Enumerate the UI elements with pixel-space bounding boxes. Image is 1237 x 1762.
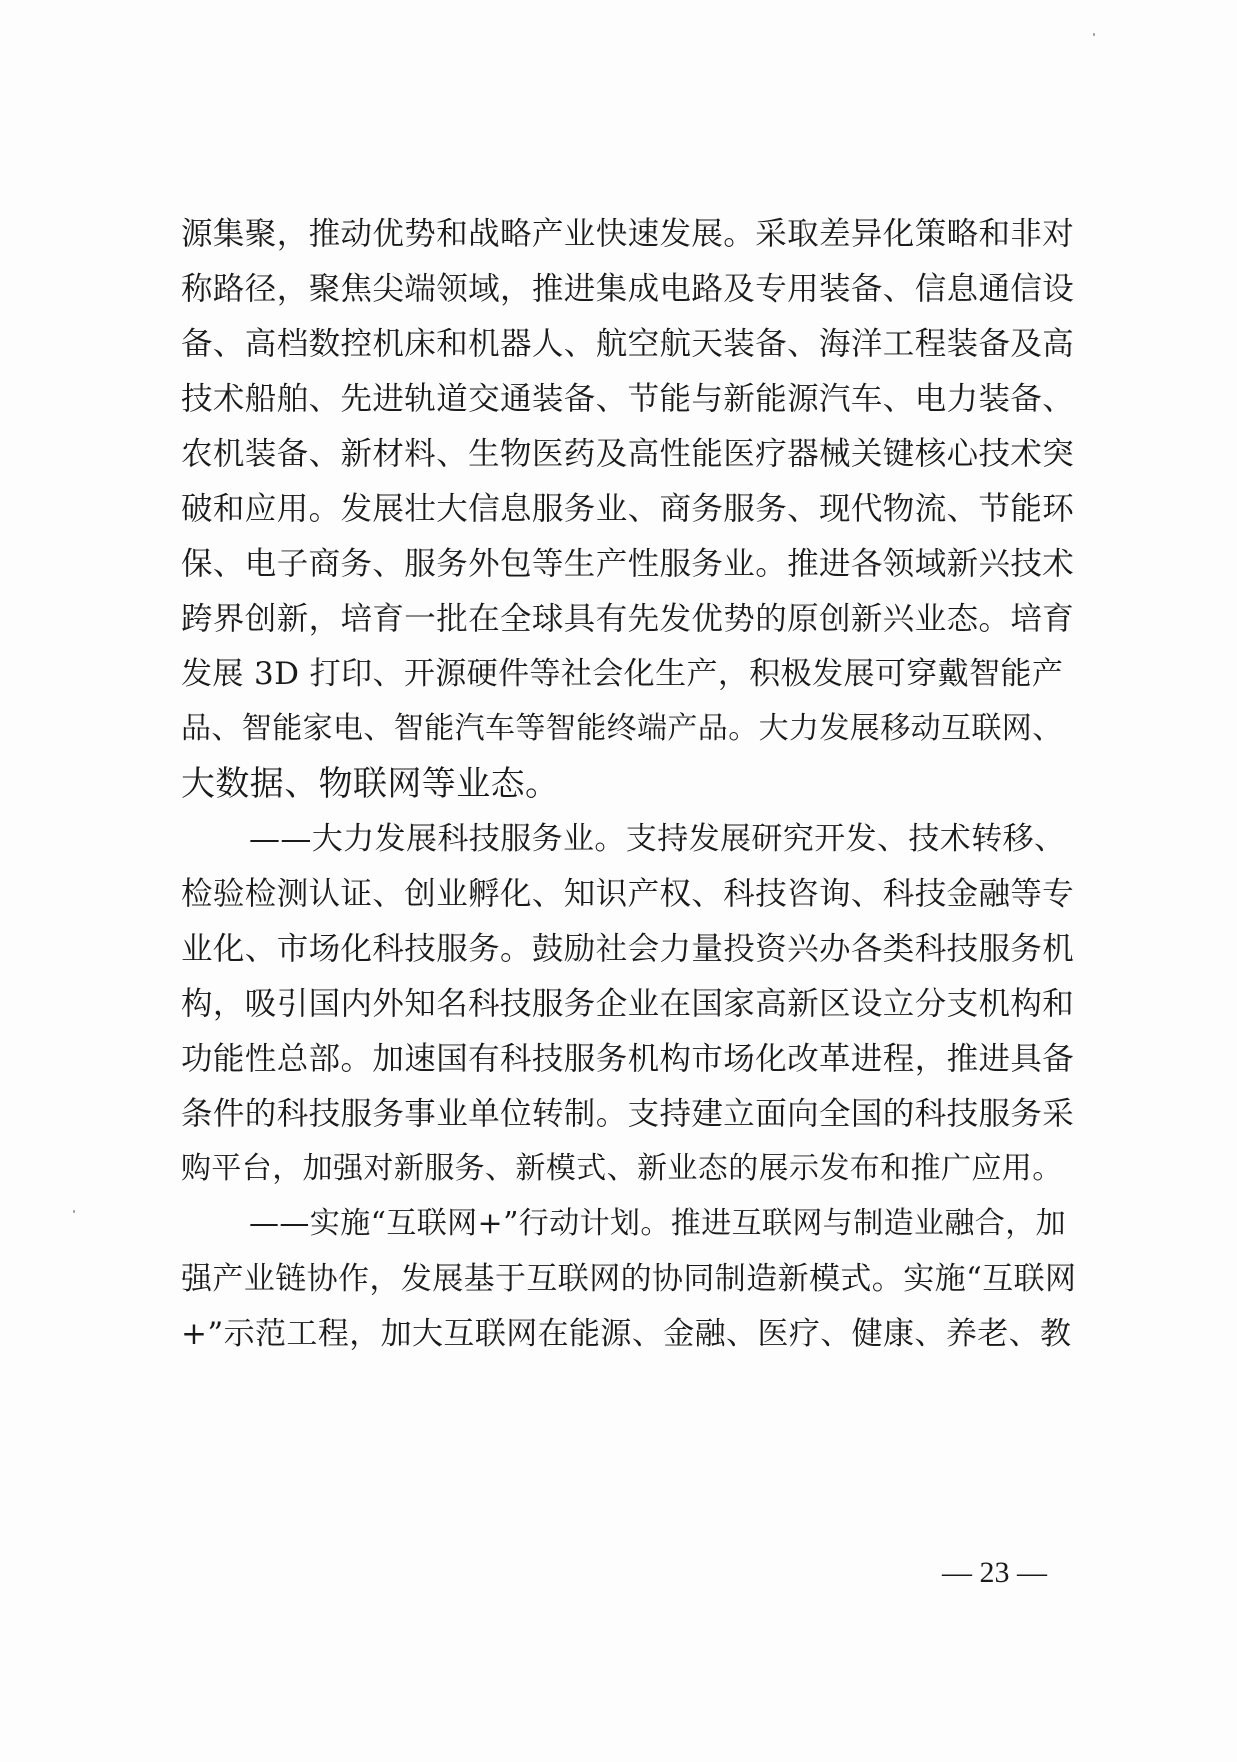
text-line: 备、高档数控机床和机器人、航空航天装备、海洋工程装备及高 [181, 326, 1075, 362]
text-line: +”示范工程，加大互联网在能源、金融、医疗、健康、养老、教 [181, 1316, 1072, 1352]
text-line: 大数据、物联网等业态。 [181, 764, 560, 804]
text-line: 发展 3D 打印、开源硬件等社会化生产，积极发展可穿戴智能产 [181, 656, 1064, 692]
text-line: 条件的科技服务事业单位转制。支持建立面向全国的科技服务采 [181, 1096, 1075, 1132]
text-line: 农机装备、新材料、生物医药及高性能医疗器械关键核心技术突 [181, 436, 1075, 472]
text-line: 品、智能家电、智能汽车等智能终端产品。大力发展移动互联网、 [181, 711, 1063, 746]
text-line: 破和应用。发展壮大信息服务业、商务服务、现代物流、节能环 [181, 491, 1075, 527]
scan-speck [1093, 33, 1095, 36]
text-line: 检验检测认证、创业孵化、知识产权、科技咨询、科技金融等专 [181, 876, 1075, 912]
text-line: 业化、市场化科技服务。鼓励社会力量投资兴办各类科技服务机 [181, 931, 1075, 967]
text-line: 购平台，加强对新服务、新模式、新业态的展示发布和推广应用。 [181, 1151, 1063, 1186]
text-line: 源集聚，推动优势和战略产业快速发展。采取差异化策略和非对 [181, 216, 1075, 252]
text-line: 称路径，聚焦尖端领域，推进集成电路及专用装备、信息通信设 [181, 271, 1075, 307]
text-line: ——实施“互联网+”行动计划。推进互联网与制造业融合，加 [249, 1206, 1067, 1241]
text-line: 构，吸引国内外知名科技服务企业在国家高新区设立分支机构和 [181, 986, 1075, 1022]
scan-speck [73, 1210, 75, 1213]
text-line: 技术船舶、先进轨道交通装备、节能与新能源汽车、电力装备、 [181, 381, 1075, 417]
text-line: 跨界创新，培育一批在全球具有先发优势的原创新兴业态。培育 [181, 601, 1075, 637]
text-line: 功能性总部。加速国有科技服务机构市场化改革进程，推进具备 [181, 1041, 1075, 1077]
text-line: ——大力发展科技服务业。支持发展研究开发、技术转移、 [249, 821, 1066, 857]
text-line: 强产业链协作，发展基于互联网的协同制造新模式。实施“互联网 [181, 1261, 1077, 1297]
text-line: 保、电子商务、服务外包等生产性服务业。推进各领域新兴技术 [181, 546, 1075, 582]
page-number: — 23 — [942, 1556, 1047, 1589]
